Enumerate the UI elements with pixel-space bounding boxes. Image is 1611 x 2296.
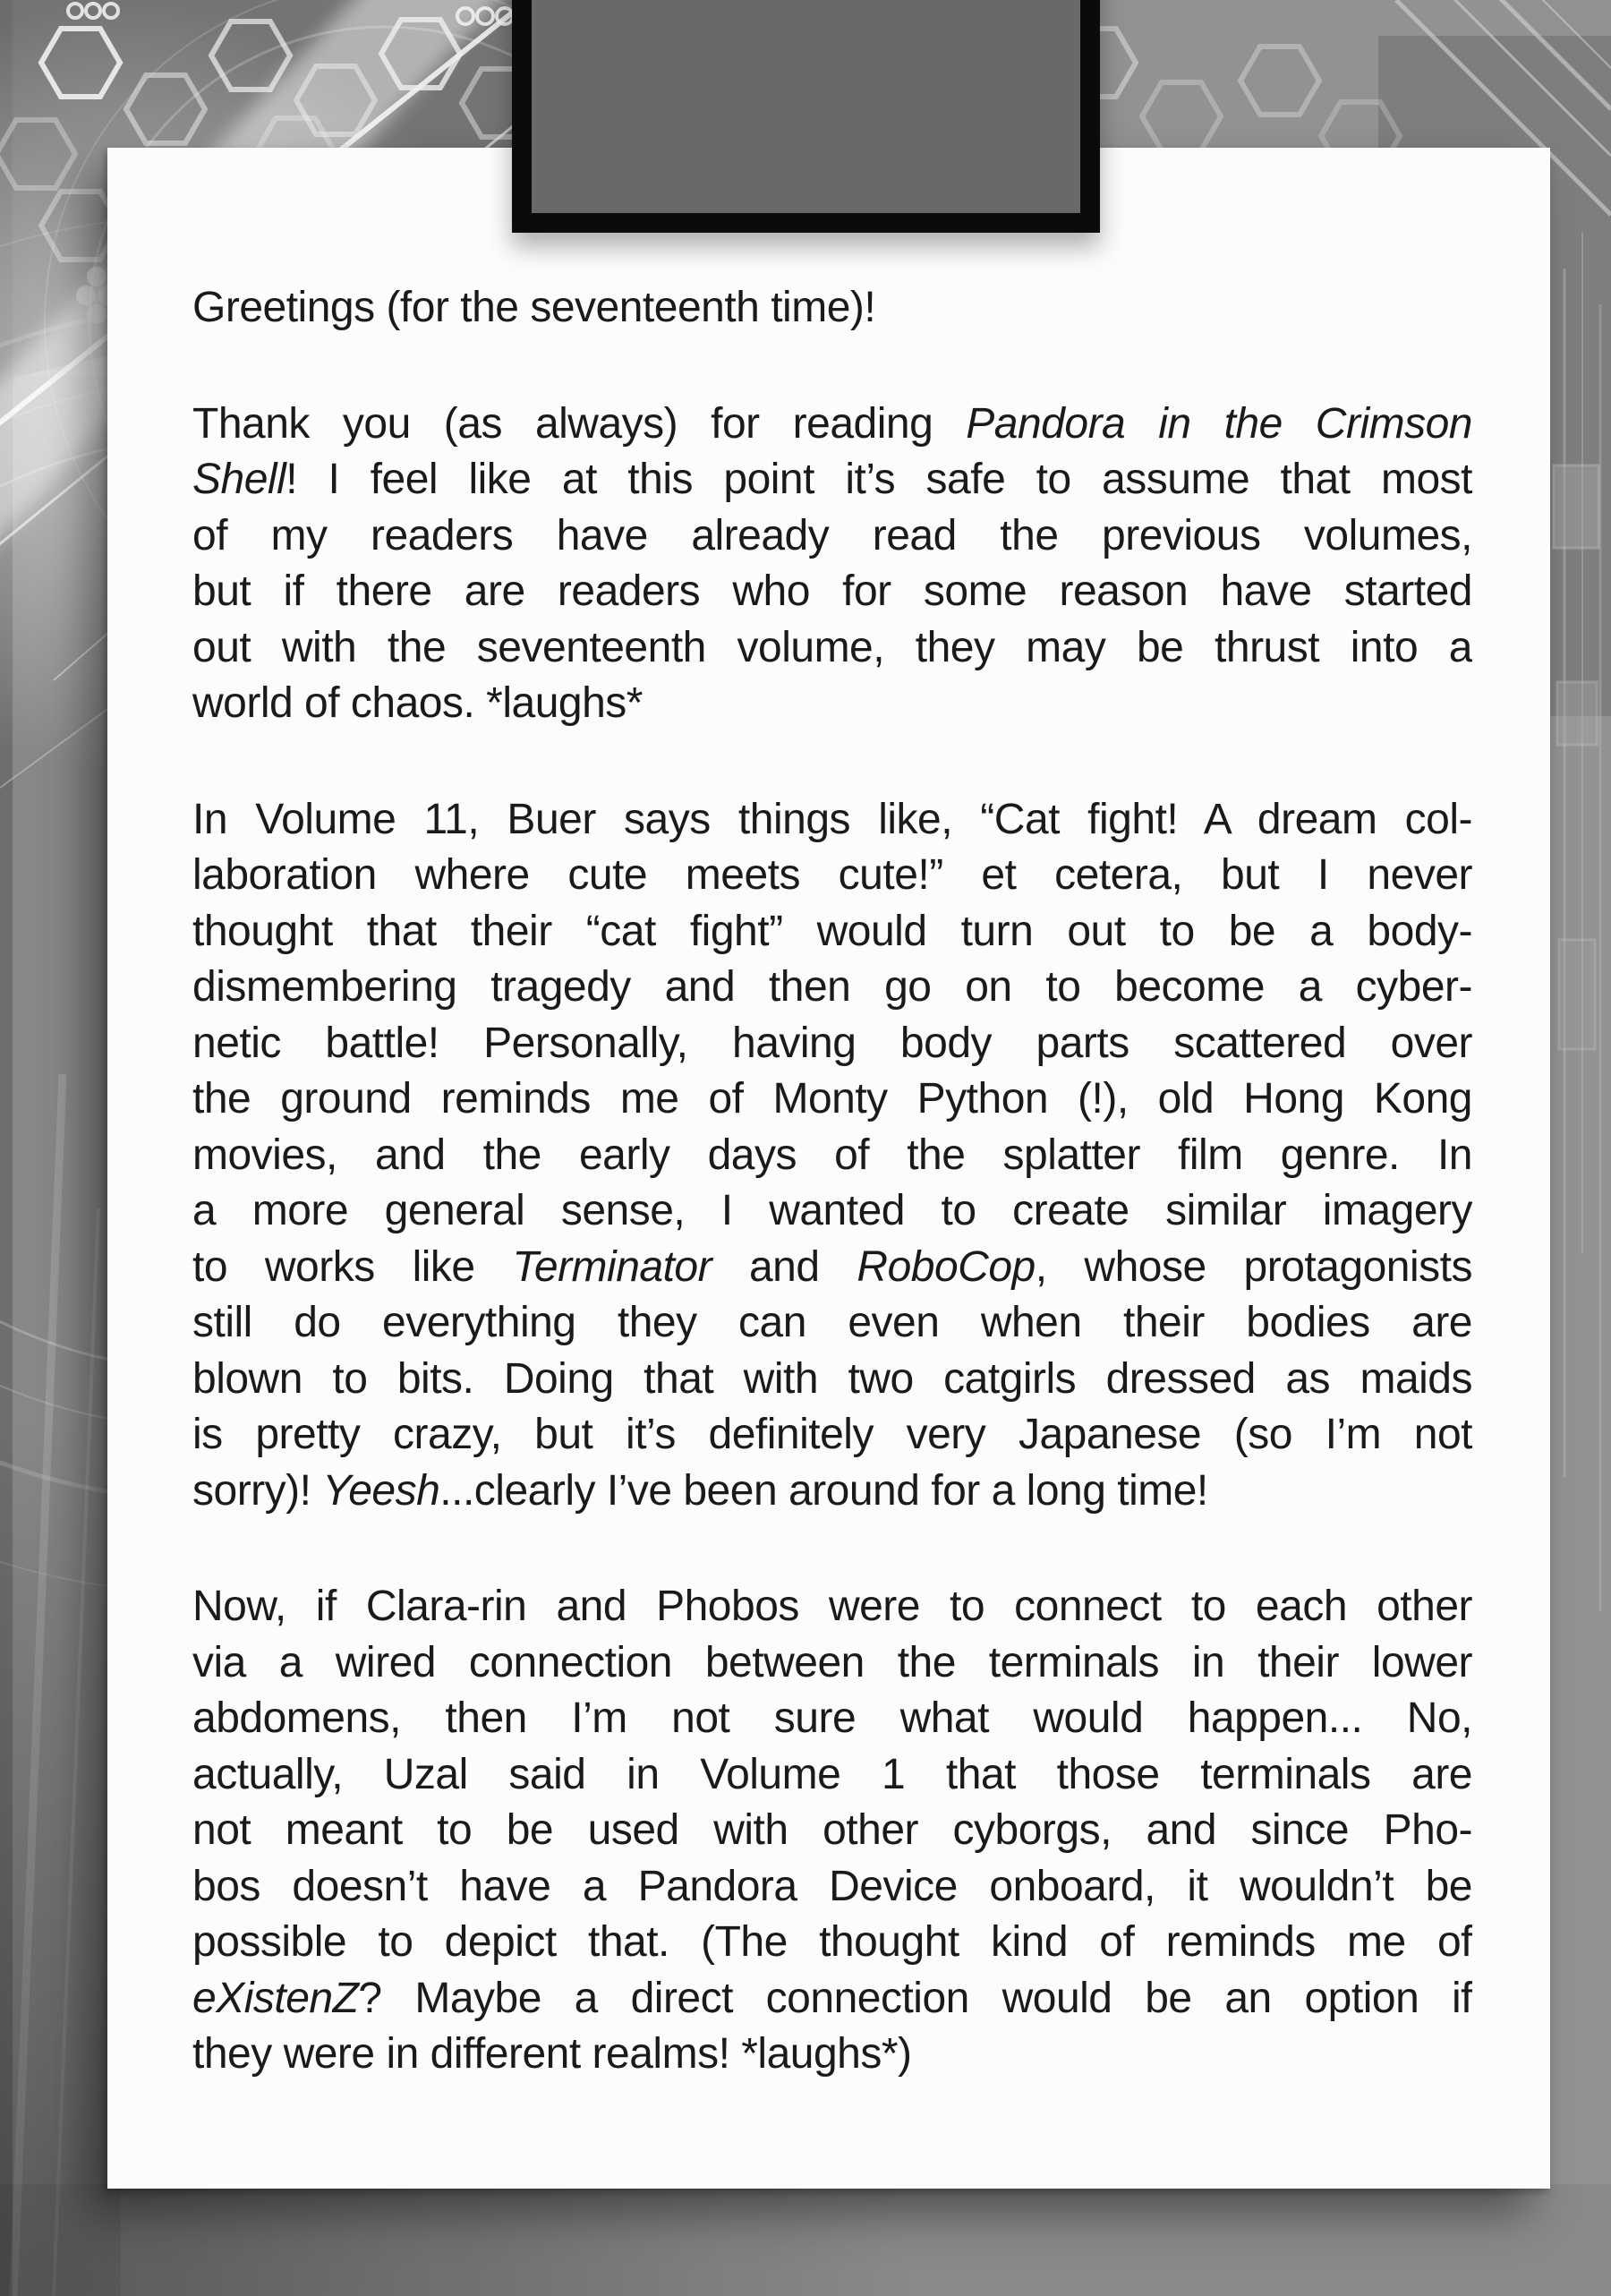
text-run: netic battle! Personally, having body parts scattered over: [192, 1019, 1472, 1067]
text-line: [192, 1240, 1472, 1296]
text-line: [192, 1859, 1472, 1916]
text-line: [192, 1295, 1472, 1352]
text-line: [192, 1352, 1472, 1408]
text-run: to works like: [192, 1242, 513, 1291]
text-run: ? Maybe a direct connection would be an option if: [358, 1974, 1472, 2022]
text-run: but if there are readers who for some reason have started: [192, 568, 1472, 615]
text-line: [192, 2027, 1472, 2083]
text-line: [192, 280, 1472, 337]
text-run: movies, and the early days of the splatter film genre. In: [192, 1131, 1472, 1179]
text-run: ! I feel like at this point it’s safe to assume that most: [286, 456, 1472, 503]
text-line: [192, 960, 1472, 1016]
text-run: a more general sense, I wanted to create similar imagery: [192, 1187, 1472, 1234]
text-run: Greetings (for the seventeenth time)!: [192, 284, 876, 331]
text-run: thought that their “cat fight” would turn out to be a body-: [192, 907, 1472, 955]
text-run: Thank you (as always) for reading: [192, 399, 967, 448]
text-line: [192, 564, 1472, 620]
text-run: bos doesn’t have a Pandora Device onboard, it wouldn’t be: [192, 1862, 1472, 1910]
paragraph: [192, 280, 1472, 337]
text-line: [192, 1803, 1472, 1859]
text-run: possible to depict that. (The thought kind of reminds me of: [192, 1918, 1472, 1966]
afterword-paper: [107, 148, 1550, 2189]
paragraph: [192, 792, 1472, 1520]
text-line: [192, 508, 1472, 565]
text-run: via a wired connection between the terminals in their lower: [192, 1638, 1472, 1686]
text-line: [192, 904, 1472, 960]
text-line: [192, 452, 1472, 508]
text-run: In Volume 11, Buer says things like, “Cat fight! A dream col-: [192, 795, 1472, 843]
afterword-text: [192, 280, 1472, 2143]
text-line: [192, 848, 1472, 904]
italic-title-run: eXistenZ: [192, 1974, 359, 2022]
text-line: [192, 620, 1472, 677]
text-line: [192, 676, 1472, 732]
text-line: [192, 1691, 1472, 1747]
text-run: out with the seventeenth volume, they may be thrust into a: [192, 623, 1472, 671]
italic-title-run: Shell: [192, 456, 286, 503]
text-line: [192, 1071, 1472, 1128]
text-run: blown to bits. Doing that with two catgirls dressed as maids: [192, 1354, 1472, 1403]
paragraph: [192, 1579, 1472, 2083]
italic-title-run: Terminator: [512, 1242, 712, 1291]
text-run: not meant to be used with other cyborgs, and since Pho-: [192, 1806, 1472, 1854]
text-run: still do everything they can even when their bodies are: [192, 1299, 1472, 1346]
text-line: [192, 1407, 1472, 1464]
text-run: they were in different realms! *laughs*): [192, 2030, 912, 2078]
text-run: abdomens, then I’m not sure what would happen... No,: [192, 1694, 1472, 1742]
text-run: ...clearly I’ve been around for a long time!: [439, 1466, 1208, 1515]
text-run: actually, Uzal said in Volume 1 that those terminals are: [192, 1750, 1472, 1798]
text-line: [192, 1464, 1472, 1520]
text-run: of my readers have already read the previous volumes,: [192, 511, 1472, 559]
text-line: [192, 1128, 1472, 1184]
text-line: [192, 1183, 1472, 1240]
paragraph: [192, 397, 1472, 732]
italic-title-run: Yeesh: [322, 1466, 440, 1515]
text-line: [192, 1747, 1472, 1804]
italic-title-run: RoboCop: [857, 1242, 1036, 1291]
text-line: [192, 1016, 1472, 1072]
text-run: dismembering tragedy and then go on to become a cyber-: [192, 963, 1472, 1011]
text-run: is pretty crazy, but it’s definitely very Japanese (so I’m not: [192, 1411, 1472, 1458]
text-line: [192, 1915, 1472, 1971]
text-line: [192, 792, 1472, 849]
text-run: world of chaos. *laughs*: [192, 679, 643, 727]
text-line: [192, 1579, 1472, 1635]
censored-image-panel: [512, 0, 1100, 233]
text-line: [192, 1635, 1472, 1692]
text-line: [192, 397, 1472, 453]
text-run: and: [712, 1242, 857, 1291]
text-line: [192, 1971, 1472, 2027]
text-run: Now, if Clara-rin and Phobos were to connect to each other: [192, 1583, 1472, 1630]
text-run: , whose protagonists: [1035, 1242, 1472, 1291]
italic-title-run: Pandora in the Crimson: [966, 399, 1472, 448]
text-run: the ground reminds me of Monty Python (!), old Hong Kong: [192, 1075, 1472, 1122]
text-run: sorry)!: [192, 1466, 323, 1515]
text-run: laboration where cute meets cute!” et cetera, but I never: [192, 851, 1472, 899]
